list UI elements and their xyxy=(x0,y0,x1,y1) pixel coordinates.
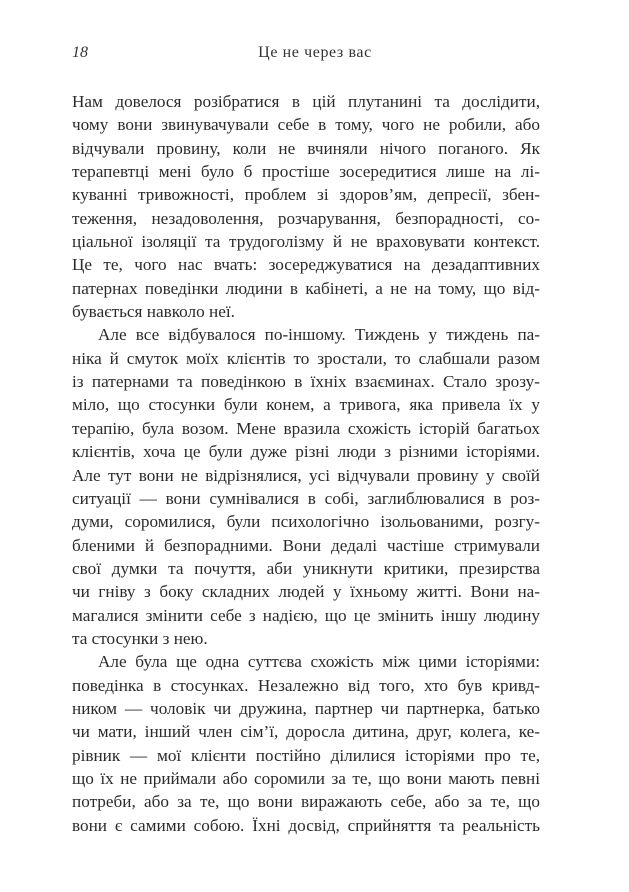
text-line: Але була ще одна суттєва схожість між цими історіями: xyxy=(98,652,540,672)
text-line: рівник — мої клієнти постійно ділилися історіями про те, xyxy=(72,745,540,765)
text-line: із патернами та поведінкою в їхніх взаєминах. Стало зрозу- xyxy=(72,372,540,392)
text-line: чи гніву з боку складних людей у їхньому житті. Вони на- xyxy=(72,582,540,602)
text-line: свої думки та почуття, аби уникнути критики, презирства xyxy=(72,558,540,578)
text-line: міло, що стосунки були конем, а тривога, яка привела їх у xyxy=(72,395,540,415)
text-line: бленими й безпорадними. Вони дедалі частіше стримували xyxy=(72,535,540,555)
text-line: поведінка в стосунках. Незалежно від того, хто був кривд- xyxy=(72,675,540,695)
text-line: чи мати, інший член сім’ї, доросла дитина, друг, колега, ке- xyxy=(72,722,540,742)
text-line: Це те, чого нас вчать: зосереджуватися на дезадаптивних xyxy=(72,255,540,275)
text-line: клієнтів, хоча це були дуже різні люди з різними історіями. xyxy=(72,442,540,462)
paragraph xyxy=(72,90,540,323)
text-line: Нам довелося розібратися в цій плутанині та дослідити, xyxy=(72,92,540,111)
page-number: 18 xyxy=(72,44,88,61)
text-line: ніка й смуток моїх клієнтів то зростали, то слабшали разом xyxy=(72,348,540,368)
text-line: теження, незадоволення, розчарування, безпорадності, со- xyxy=(72,208,540,228)
text-line: Але все відбувалося по-іншому. Тиждень у тиждень па- xyxy=(98,325,540,345)
running-title: Це не через вас xyxy=(258,44,372,61)
body-text xyxy=(72,90,540,837)
text-line: відчували провину, коли не вчиняли нічого поганого. Як xyxy=(72,138,540,158)
text-line: бувається навколо неї. xyxy=(72,302,235,322)
text-line: думи, соромилися, були психологічно ізольованими, розгу- xyxy=(72,512,540,532)
text-line: терапевтці мені було б простіше зосередитися лише на лі- xyxy=(72,162,540,182)
text-line: вони є самими собою. Їхні досвід, сприйняття та реальність xyxy=(72,815,540,835)
text-line: ситуації — вони сумнівалися в собі, заглиблювалися в роз- xyxy=(72,488,540,508)
text-line: патернах поведінки людини в кабінеті, а не на тому, що від- xyxy=(72,278,540,298)
text-line: чому вони звинувачували себе в тому, чого не робили, або xyxy=(72,115,540,135)
text-line: куванні тривожності, проблем зі здоров’ям, депресії, збен- xyxy=(72,185,540,205)
text-line: терапію, була возом. Мене вразила схожість історій багатьох xyxy=(72,418,540,438)
running-head xyxy=(72,44,540,68)
paragraph xyxy=(72,323,540,650)
text-line: потреби, або за те, що вони виражають себе, або за те, що xyxy=(72,792,540,812)
text-line: Але тут вони не відрізнялися, усі відчували провину у своїй xyxy=(72,465,540,485)
text-line: ником — чоловік чи дружина, партнер чи партнерка, батько xyxy=(72,698,540,718)
text-line: та стосунки з нею. xyxy=(72,628,208,648)
text-line: магалися змінити себе з надією, що це змінить іншу людину xyxy=(72,605,540,625)
text-line: ціальної ізоляції та трудоголізму й не враховувати контекст. xyxy=(72,232,540,252)
text-line: що їх не приймали або соромили за те, що вони мають певні xyxy=(72,768,540,788)
paragraph xyxy=(72,650,540,837)
